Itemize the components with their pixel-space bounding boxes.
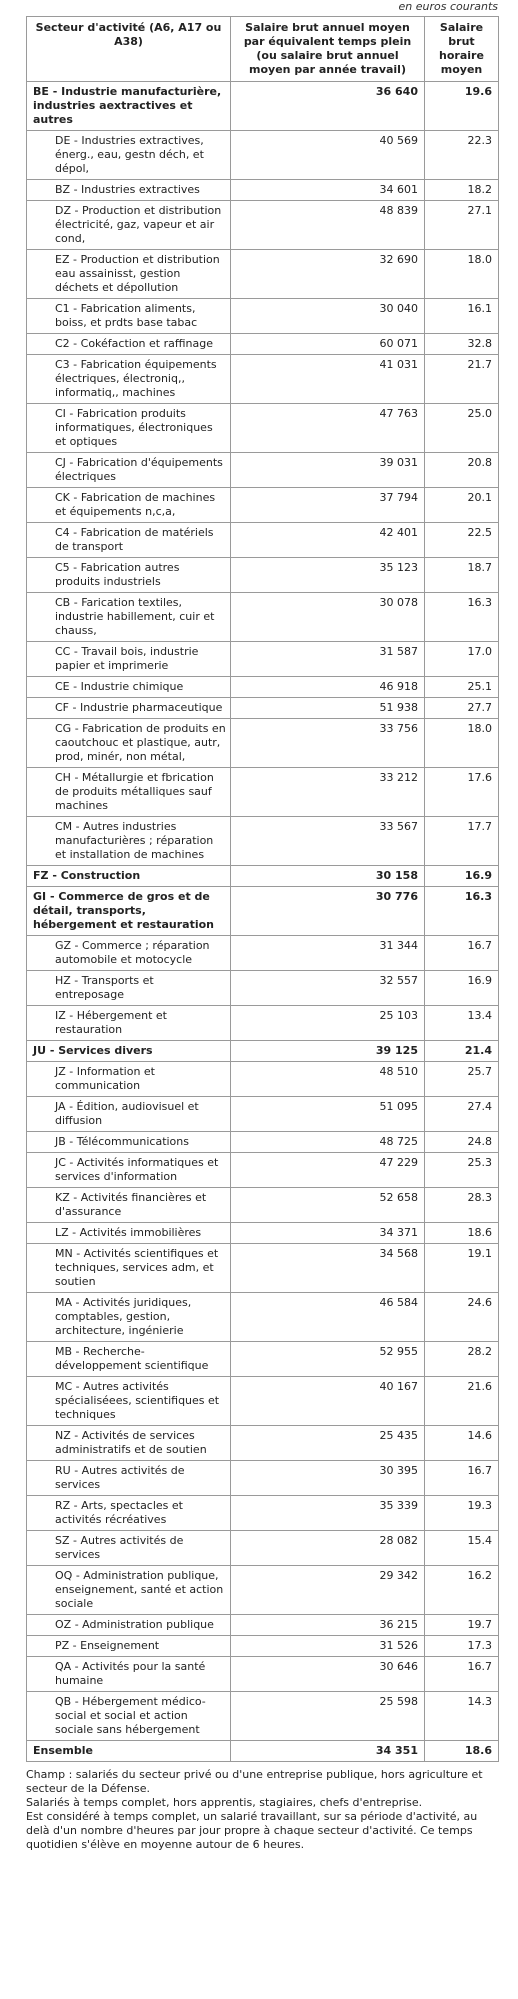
row-label: CH - Métallurgie et fbrication de produits métalliques sauf machines [27,768,231,817]
table-row [27,1615,499,1636]
table-row [27,523,499,558]
row-hourly-salary: 19.7 [425,1615,499,1636]
row-label: CE - Industrie chimique [27,677,231,698]
table-body [27,82,499,1762]
table-row [27,1566,499,1615]
row-hourly-salary: 16.9 [425,971,499,1006]
note-line: Salariés à temps complet, hors apprentis, stagiaires, chefs d'entreprise. [26,1796,423,1809]
row-annual-salary: 41 031 [231,355,425,404]
row-annual-salary: 48 510 [231,1062,425,1097]
row-hourly-salary: 19.1 [425,1244,499,1293]
row-hourly-salary: 15.4 [425,1531,499,1566]
row-hourly-salary: 32.8 [425,334,499,355]
table-row [27,719,499,768]
row-label: JC - Activités informatiques et services d'information [27,1153,231,1188]
row-annual-salary: 37 794 [231,488,425,523]
row-label: DE - Industries extractives, énerg., eau, gestn déch, et dépol, [27,131,231,180]
table-row [27,1132,499,1153]
row-hourly-salary: 16.3 [425,593,499,642]
header-annual-salary: Salaire brut annuel moyen par équivalent temps plein (ou salaire brut annuel moyen par année travail) [231,17,425,82]
table-row [27,453,499,488]
row-annual-salary: 47 229 [231,1153,425,1188]
row-annual-salary: 30 040 [231,299,425,334]
row-hourly-salary: 19.3 [425,1496,499,1531]
table-row [27,1188,499,1223]
table-row [27,677,499,698]
row-label: OZ - Administration publique [27,1615,231,1636]
row-annual-salary: 35 339 [231,1496,425,1531]
row-annual-salary: 40 569 [231,131,425,180]
row-annual-salary: 28 082 [231,1531,425,1566]
table-row [27,1097,499,1132]
header-sector: Secteur d'activité (A6, A17 ou A38) [27,17,231,82]
row-hourly-salary: 24.6 [425,1293,499,1342]
row-label: RZ - Arts, spectacles et activités récréatives [27,1496,231,1531]
header-hourly-salary: Salaire brut horaire moyen [425,17,499,82]
note-line: Est considéré à temps complet, un salarié travaillant, sur sa période d'activité, au delà d'un nombre d'heures par jour propre à chaque secteur d'activité. Ce temps quotidien s'élève en moyenne autour de 6 heures. [26,1810,478,1851]
table-row [27,817,499,866]
row-annual-salary: 36 640 [231,82,425,131]
row-annual-salary: 35 123 [231,558,425,593]
table-row [27,1223,499,1244]
row-label: C5 - Fabrication autres produits industriels [27,558,231,593]
row-annual-salary: 25 598 [231,1692,425,1741]
row-annual-salary: 25 435 [231,1426,425,1461]
row-annual-salary: 34 601 [231,180,425,201]
row-hourly-salary: 17.0 [425,642,499,677]
table-row [27,131,499,180]
row-hourly-salary: 17.7 [425,817,499,866]
table-row [27,488,499,523]
row-label: RU - Autres activités de services [27,1461,231,1496]
note-line: Champ : salariés du secteur privé ou d'une entreprise publique, hors agriculture et secteur de la Défense. [26,1768,483,1795]
row-annual-salary: 48 725 [231,1132,425,1153]
row-hourly-salary: 19.6 [425,82,499,131]
table-row [27,1496,499,1531]
table-row [27,1342,499,1377]
table-row [27,887,499,936]
table-row [27,250,499,299]
table-row [27,593,499,642]
row-label: LZ - Activités immobilières [27,1223,231,1244]
row-label: DZ - Production et distribution électricité, gaz, vapeur et air cond, [27,201,231,250]
unit-note: en euros courants [398,0,498,13]
row-label: C4 - Fabrication de matériels de transport [27,523,231,558]
row-hourly-salary: 14.6 [425,1426,499,1461]
table-row [27,355,499,404]
row-label: CK - Fabrication de machines et équipements n,c,a, [27,488,231,523]
table-row [27,558,499,593]
row-hourly-salary: 27.1 [425,201,499,250]
row-hourly-salary: 22.5 [425,523,499,558]
row-label: BZ - Industries extractives [27,180,231,201]
table-row [27,201,499,250]
row-annual-salary: 34 568 [231,1244,425,1293]
table-row [27,299,499,334]
row-annual-salary: 30 646 [231,1657,425,1692]
table-row [27,642,499,677]
row-hourly-salary: 16.7 [425,936,499,971]
row-annual-salary: 33 756 [231,719,425,768]
row-annual-salary: 42 401 [231,523,425,558]
row-hourly-salary: 16.2 [425,1566,499,1615]
row-hourly-salary: 22.3 [425,131,499,180]
notes [26,1768,502,1852]
row-hourly-salary: 20.8 [425,453,499,488]
salary-table [26,16,499,1762]
row-label: QA - Activités pour la santé humaine [27,1657,231,1692]
row-label: OQ - Administration publique, enseignement, santé et action sociale [27,1566,231,1615]
row-annual-salary: 33 212 [231,768,425,817]
row-annual-salary: 46 584 [231,1293,425,1342]
row-hourly-salary: 16.1 [425,299,499,334]
row-annual-salary: 30 395 [231,1461,425,1496]
row-hourly-salary: 28.3 [425,1188,499,1223]
row-label: CF - Industrie pharmaceutique [27,698,231,719]
row-label: JA - Édition, audiovisuel et diffusion [27,1097,231,1132]
row-label: CG - Fabrication de produits en caoutchouc et plastique, autr, prod, minér, non métal, [27,719,231,768]
row-annual-salary: 48 839 [231,201,425,250]
table-row [27,1741,499,1762]
row-hourly-salary: 18.7 [425,558,499,593]
table-row [27,334,499,355]
row-label: JB - Télécommunications [27,1132,231,1153]
row-label: MC - Autres activités spécialiséees, scientifiques et techniques [27,1377,231,1426]
row-label: GI - Commerce de gros et de détail, transports, hébergement et restauration [27,887,231,936]
table-row [27,1692,499,1741]
row-annual-salary: 32 557 [231,971,425,1006]
row-annual-salary: 36 215 [231,1615,425,1636]
row-hourly-salary: 21.6 [425,1377,499,1426]
row-label: BE - Industrie manufacturière, industries aextractives et autres [27,82,231,131]
row-hourly-salary: 21.7 [425,355,499,404]
row-annual-salary: 46 918 [231,677,425,698]
row-hourly-salary: 13.4 [425,1006,499,1041]
row-annual-salary: 40 167 [231,1377,425,1426]
row-annual-salary: 52 658 [231,1188,425,1223]
table-row [27,180,499,201]
row-hourly-salary: 21.4 [425,1041,499,1062]
row-label: FZ - Construction [27,866,231,887]
row-hourly-salary: 18.0 [425,719,499,768]
table-row [27,866,499,887]
row-annual-salary: 31 344 [231,936,425,971]
table-row [27,698,499,719]
row-annual-salary: 60 071 [231,334,425,355]
row-label: CM - Autres industries manufacturières ; réparation et installation de machines [27,817,231,866]
row-annual-salary: 34 371 [231,1223,425,1244]
row-hourly-salary: 24.8 [425,1132,499,1153]
row-label: HZ - Transports et entreposage [27,971,231,1006]
row-annual-salary: 33 567 [231,817,425,866]
row-hourly-salary: 25.7 [425,1062,499,1097]
row-hourly-salary: 25.1 [425,677,499,698]
row-annual-salary: 34 351 [231,1741,425,1762]
row-label: PZ - Enseignement [27,1636,231,1657]
row-label: MN - Activités scientifiques et techniques, services adm, et soutien [27,1244,231,1293]
row-label: JZ - Information et communication [27,1062,231,1097]
row-hourly-salary: 17.3 [425,1636,499,1657]
header-row [27,17,499,82]
row-label: C2 - Cokéfaction et raffinage [27,334,231,355]
row-hourly-salary: 18.0 [425,250,499,299]
row-annual-salary: 51 095 [231,1097,425,1132]
table-row [27,1657,499,1692]
row-label: CC - Travail bois, industrie papier et imprimerie [27,642,231,677]
row-hourly-salary: 28.2 [425,1342,499,1377]
row-annual-salary: 31 587 [231,642,425,677]
row-annual-salary: 30 158 [231,866,425,887]
row-hourly-salary: 18.6 [425,1223,499,1244]
row-hourly-salary: 17.6 [425,768,499,817]
row-label: NZ - Activités de services administratifs et de soutien [27,1426,231,1461]
table-row [27,1153,499,1188]
row-hourly-salary: 25.3 [425,1153,499,1188]
row-hourly-salary: 16.7 [425,1461,499,1496]
row-hourly-salary: 18.2 [425,180,499,201]
row-label: EZ - Production et distribution eau assainisst, gestion déchets et dépollution [27,250,231,299]
row-annual-salary: 31 526 [231,1636,425,1657]
table-row [27,1426,499,1461]
table-row [27,1006,499,1041]
row-annual-salary: 30 776 [231,887,425,936]
table-row [27,1461,499,1496]
row-annual-salary: 29 342 [231,1566,425,1615]
row-hourly-salary: 16.9 [425,866,499,887]
row-hourly-salary: 27.7 [425,698,499,719]
row-annual-salary: 25 103 [231,1006,425,1041]
row-label: SZ - Autres activités de services [27,1531,231,1566]
row-label: GZ - Commerce ; réparation automobile et motocycle [27,936,231,971]
table-row [27,82,499,131]
row-hourly-salary: 14.3 [425,1692,499,1741]
row-label: IZ - Hébergement et restauration [27,1006,231,1041]
row-label: MA - Activités juridiques, comptables, gestion, architecture, ingénierie [27,1293,231,1342]
row-label: JU - Services divers [27,1041,231,1062]
row-annual-salary: 39 125 [231,1041,425,1062]
row-hourly-salary: 25.0 [425,404,499,453]
row-annual-salary: 30 078 [231,593,425,642]
table-row [27,971,499,1006]
row-hourly-salary: 27.4 [425,1097,499,1132]
row-annual-salary: 32 690 [231,250,425,299]
row-hourly-salary: 16.7 [425,1657,499,1692]
row-label: CJ - Fabrication d'équipements électriques [27,453,231,488]
row-label: CB - Farication textiles, industrie habillement, cuir et chauss, [27,593,231,642]
row-annual-salary: 47 763 [231,404,425,453]
table-row [27,1377,499,1426]
table-row [27,404,499,453]
row-hourly-salary: 20.1 [425,488,499,523]
row-annual-salary: 39 031 [231,453,425,488]
row-label: C3 - Fabrication équipements électriques, électroniq,, informatiq,, machines [27,355,231,404]
row-label: KZ - Activités financières et d'assurance [27,1188,231,1223]
row-hourly-salary: 18.6 [425,1741,499,1762]
table-row [27,1041,499,1062]
row-label: QB - Hébergement médico-social et social et action sociale sans hébergement [27,1692,231,1741]
row-label: Ensemble [27,1741,231,1762]
table-row [27,1293,499,1342]
row-label: CI - Fabrication produits informatiques, électroniques et optiques [27,404,231,453]
table-row [27,768,499,817]
table-row [27,1636,499,1657]
row-annual-salary: 52 955 [231,1342,425,1377]
table-header [27,17,499,82]
table-row [27,1244,499,1293]
row-label: C1 - Fabrication aliments, boiss, et prdts base tabac [27,299,231,334]
row-annual-salary: 51 938 [231,698,425,719]
row-label: MB - Recherche-développement scientifique [27,1342,231,1377]
table-row [27,936,499,971]
row-hourly-salary: 16.3 [425,887,499,936]
table-row [27,1531,499,1566]
table-row [27,1062,499,1097]
